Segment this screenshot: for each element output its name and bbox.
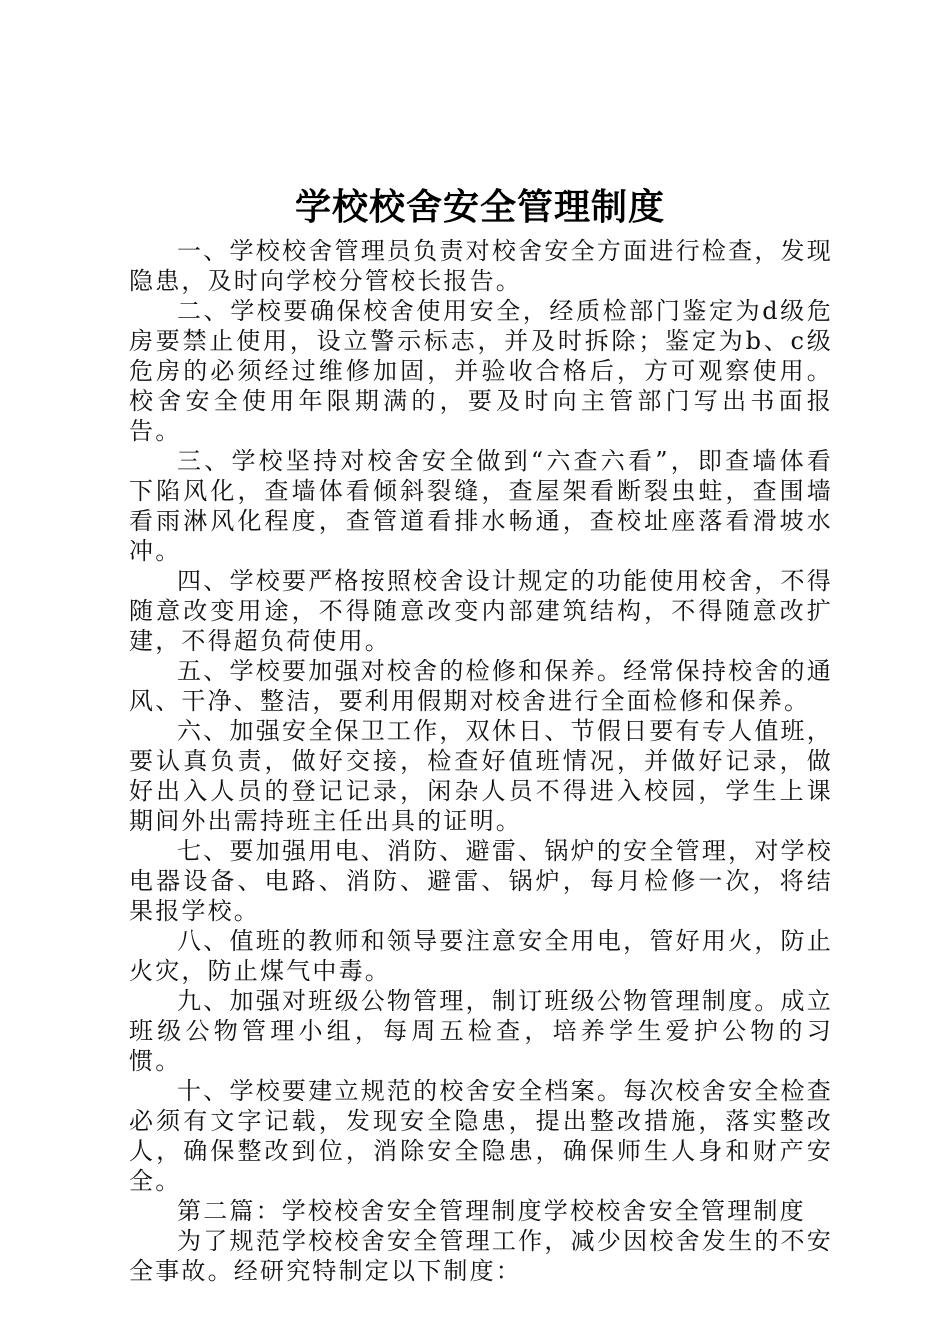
paragraph-4: 四、学校要严格按照校舍设计规定的功能使用校舍，不得随意改变用途，不得随意改变内部建筑结构，不得随意改扩建，不得超负荷使用。 bbox=[129, 567, 833, 655]
paragraph-7: 七、要加强用电、消防、避雷、锅炉的安全管理，对学校电器设备、电路、消防、避雷、锅炉，每月检修一次，将结果报学校。 bbox=[129, 837, 833, 925]
paragraph-6: 六、加强安全保卫工作，双休日、节假日要有专人值班，要认真负责，做好交接，检查好值班情况，并做好记录，做好出入人员的登记记录，闲杂人员不得进入校园，学生上课期间外出需持班主任出具的证明。 bbox=[129, 717, 833, 835]
paragraph-12: 为了规范学校校舍安全管理工作，减少因校舍发生的不安全事故。经研究特制定以下制度： bbox=[129, 1227, 833, 1285]
paragraph-10: 十、学校要建立规范的校舍安全档案。每次校舍安全检查必须有文字记载，发现安全隐患，提出整改措施，落实整改人，确保整改到位，消除安全隐患，确保师生人身和财产安全。 bbox=[129, 1077, 833, 1195]
paragraph-9: 九、加强对班级公物管理，制订班级公物管理制度。成立班级公物管理小组，每周五检查，培养学生爱护公物的习惯。 bbox=[129, 987, 833, 1075]
paragraph-5: 五、学校要加强对校舍的检修和保养。经常保持校舍的通风、干净、整洁，要利用假期对校舍进行全面检修和保养。 bbox=[129, 657, 833, 715]
paragraph-8: 八、值班的教师和领导要注意安全用电，管好用火，防止火灾，防止煤气中毒。 bbox=[129, 927, 833, 985]
paragraph-1: 一、学校校舍管理员负责对校舍安全方面进行检查，发现隐患，及时向学校分管校长报告。 bbox=[129, 237, 833, 295]
document-title: 学校校舍安全管理制度 bbox=[294, 187, 665, 228]
section-heading-part-two: 第二篇：学校校舍安全管理制度学校校舍安全管理制度 bbox=[177, 1197, 806, 1225]
paragraph-3: 三、学校坚持对校舍安全做到“六查六看”，即查墙体看下陷风化，查墙体看倾斜裂缝，查屋架看断裂虫蛀，查围墙看雨淋风化程度，查管道看排水畅通，查校址座落看滑坡水冲。 bbox=[129, 447, 833, 565]
paragraph-2: 二、学校要确保校舍使用安全，经质检部门鉴定为d级危房要禁止使用，设立警示标志，并及时拆除；鉴定为b、c级危房的必须经过维修加固，并验收合格后，方可观察使用。校舍安全使用年限期满的，要及时向主管部门写出书面报告。 bbox=[129, 297, 833, 445]
document-body bbox=[129, 236, 833, 1286]
